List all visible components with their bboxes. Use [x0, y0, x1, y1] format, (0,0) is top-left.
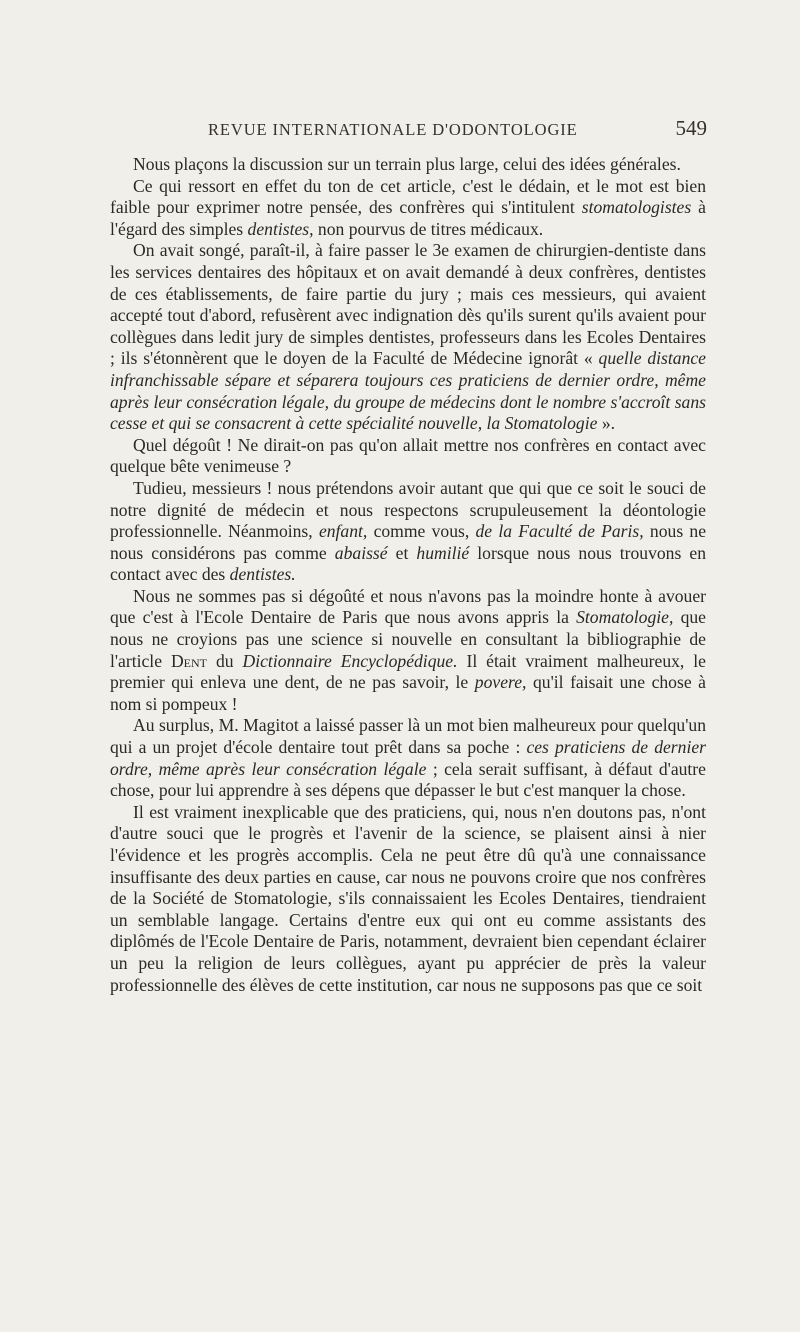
paragraph	[110, 435, 706, 478]
text-run: Nous plaçons la discussion sur un terrain plus large, celui des idées générales.	[133, 154, 681, 174]
text-run: Dent	[170, 650, 208, 671]
italic-text: dentistes.	[229, 564, 296, 585]
text-run: nous ne nous considérons pas comme	[110, 521, 707, 563]
italic-text: abaissé	[334, 542, 388, 563]
paragraph	[110, 715, 706, 801]
italic-text: Dictionnaire Encyclopédique.	[242, 650, 458, 671]
text-run: Nous ne sommes pas si dégoûté et nous n'avons pas la moindre honte à avouer que c'est à l'Ecole Dentaire de Paris que nous avons appris la	[110, 585, 706, 628]
text-run: à l'égard des simples	[110, 197, 706, 239]
text-run: qu'il faisait une chose à nom si pompeux !	[110, 672, 706, 714]
italic-text: quelle distance infranchissable sépare et séparera toujours ces praticiens de dernier ordre, même après leur consécration légale, du groupe de médecins dont le nombre s'accroît sans cesse et qui se consacrent à cette spécialité nouvelle, la Stomatologie	[110, 348, 706, 434]
text-run: comme vous,	[367, 521, 476, 542]
text-run: Tudieu, messieurs ! nous prétendons avoir autant que qui que ce soit le souci de notre dignité de médecin et nous respectons scrupuleusement la déontologie professionnelle. Néanmoins,	[110, 477, 706, 542]
italic-text: ces praticiens de dernier ordre, même après leur consécration légale	[110, 737, 706, 779]
paragraph	[110, 478, 706, 586]
text-run: non pourvus de titres médicaux.	[313, 218, 544, 239]
paragraph	[110, 802, 706, 996]
text-run: lorsque nous nous trouvons en contact avec des	[110, 542, 706, 585]
page-number: 549	[675, 116, 707, 140]
italic-text: povere,	[474, 672, 527, 693]
text-run: ».	[597, 413, 616, 434]
text-run: Il était vraiment malheureux, le premier qui enleva une dent, de ne pas savoir, le	[110, 650, 706, 693]
text-run: ; cela serait suffisant, à défaut d'autre chose, pour lui apprendre à ses dépens que dépasser le but c'est manquer la chose.	[110, 758, 706, 801]
italic-text: dentistes,	[247, 218, 314, 239]
paragraph	[110, 154, 706, 176]
page-header	[110, 116, 707, 144]
text-run: Il est vraiment inexplicable que des praticiens, qui, nous n'en doutons pas, n'ont d'autre souci que le progrès et l'avenir de la science, se plaisent ainsi à nier l'évidence et les progrès accomplis. Cela ne peut être dû qu'à une connaissance insuffisante des deux parties en cause, car nous ne pouvons croire que nos confrères de la Société de Stomatologie, s'ils connaissaient les Ecoles Dentaires, tiendraient un semblable langage. Certains d'entre eux qui ont eu comme assistants des diplômés de l'Ecole Dentaire de Paris, notamment, devraient bien cependant éclairer un peu la religion de leurs collègues, ayant pu apprécier de près la valeur professionnelle des élèves de cette institution, car nous ne supposons pas que ce soit	[110, 801, 706, 995]
text-run: que nous ne croyions pas une science si nouvelle en consultant la bibliographie de l'article	[110, 607, 706, 671]
italic-text: enfant,	[318, 521, 368, 542]
italic-text: Stomatologie,	[576, 607, 674, 628]
paragraph	[110, 586, 706, 716]
text-run: Quel dégoût ! Ne dirait-on pas qu'on allait mettre nos confrères en contact avec quelque bête venimeuse ?	[110, 434, 706, 477]
running-title: REVUE INTERNATIONALE D'ODONTOLOGIE	[208, 120, 578, 139]
text-run: et	[387, 542, 417, 563]
text-run: Ce qui ressort en effet du ton de cet article, c'est le dédain, et le mot est bien faible pour exprimer notre pensée, des confrères qui s'intitulent	[110, 175, 706, 218]
body-text	[110, 154, 706, 996]
paragraph	[110, 176, 706, 241]
text-run: Au surplus, M. Magitot a laissé passer là un mot bien malheureux pour quelqu'un qui a un projet d'école dentaire tout prêt dans sa poche :	[110, 715, 706, 758]
text-run: du	[207, 650, 243, 671]
italic-text: de la Faculté de Paris,	[475, 521, 644, 542]
paragraph	[110, 240, 706, 434]
italic-text: humilié	[416, 542, 470, 563]
text-run: On avait songé, paraît-il, à faire passer le 3e examen de chirurgien-dentiste dans les services dentaires des hôpitaux et on avait demandé à deux confrères, dentistes de ces établissements, de faire partie du jury ; mais ces messieurs, qui avaient accepté tout d'abord, refusèrent avec indignation dès qu'ils surent qu'ils avaient pour collègues dans ledit jury de simples dentistes, professeurs dans les Ecoles Dentaires ; ils s'étonnèrent que le doyen de la Faculté de Médecine ignorât «	[110, 240, 706, 369]
italic-text: stomatologistes	[581, 197, 692, 218]
